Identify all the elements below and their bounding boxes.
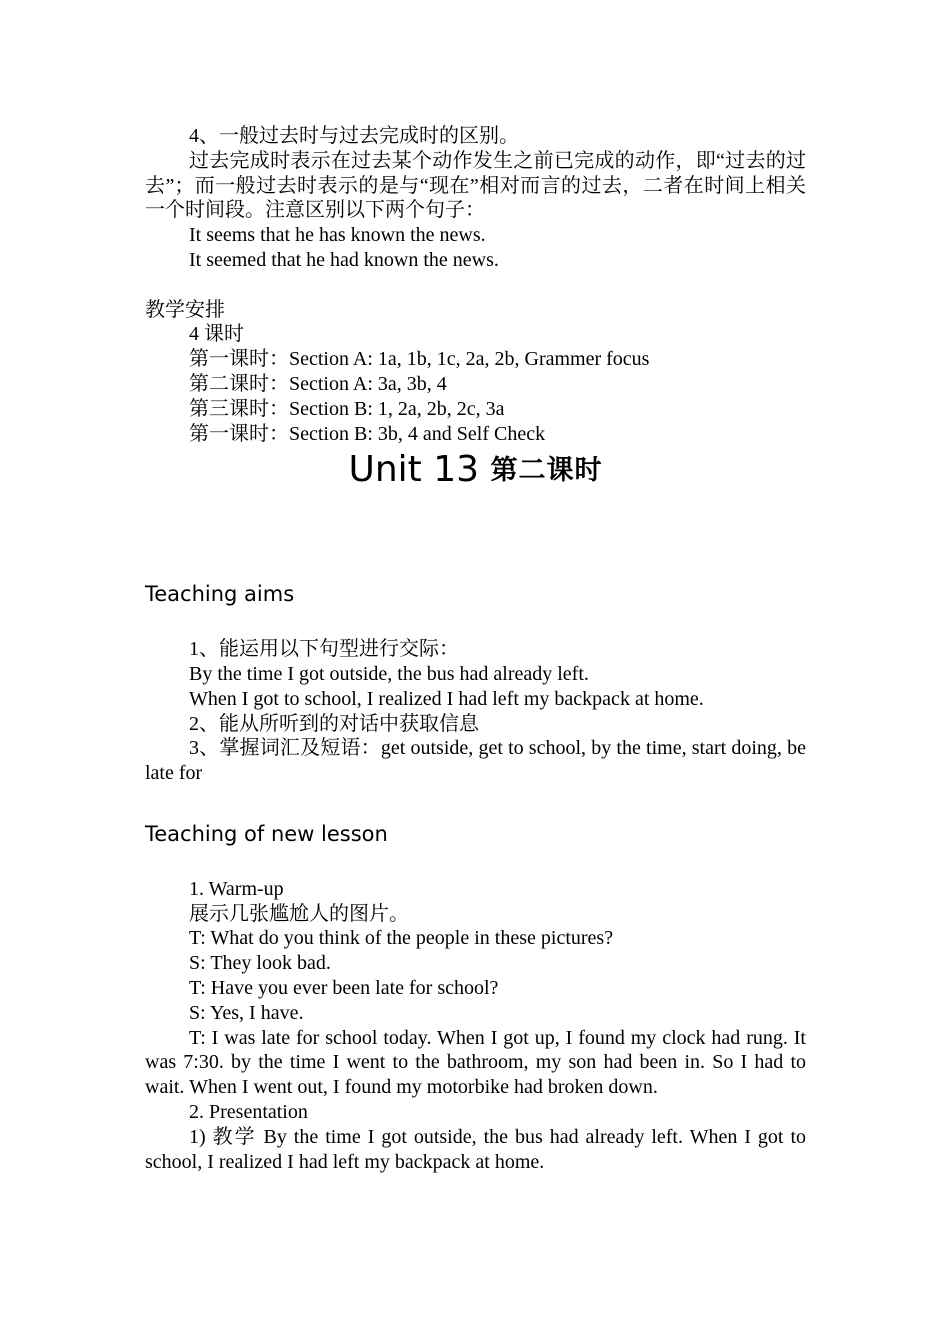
- schedule-lesson-1: 第一课时：Section A: 1a, 1b, 1c, 2a, 2b, Grammer focus: [189, 348, 650, 371]
- lesson-line-6: S: Yes, I have.: [189, 1001, 304, 1024]
- spacer: [145, 493, 806, 582]
- schedule-lesson-4: 第一课时：Section B: 3b, 4 and Self Check: [189, 422, 546, 445]
- lesson-line-1: 1. Warm-up: [189, 877, 284, 900]
- teaching-aims-heading: Teaching aims: [145, 582, 295, 607]
- spacer: [145, 607, 806, 637]
- spacer: [145, 847, 806, 877]
- document-page: [145, 124, 806, 1174]
- unit-title: [145, 448, 806, 493]
- schedule-total: 4 课时: [189, 323, 244, 346]
- spacer: [145, 273, 806, 298]
- item4-body: 过去完成时表示在过去某个动作发生之前已完成的动作，即“过去的过去”；而一般过去时表示的是与“现在”相对而言的过去，二者在时间上相关一个时间段。注意区别以下两个句子：: [145, 149, 806, 222]
- lesson-line-8: 2. Presentation: [189, 1100, 308, 1123]
- aims-line-5: 3、掌握词汇及短语：get outside, get to school, by the time, start doing, be late for: [145, 737, 806, 785]
- example-sentence-2: It seemed that he had known the news.: [189, 248, 499, 271]
- new-lesson-heading: Teaching of new lesson: [145, 821, 388, 846]
- unit-title-lesson: 第二课时: [490, 455, 603, 487]
- item4-title: 4、一般过去时与过去完成时的区别。: [189, 125, 519, 147]
- lesson-line-7: T: I was late for school today. When I got up, I found my clock had rung. It was 7:30. by the time I went to the bathroom, my son had been in. So I had to wait. When I went out, I found my motorbike had broken down.: [145, 1026, 806, 1099]
- lesson-line-2: 展示几张尴尬人的图片。: [189, 902, 409, 925]
- lesson-line-5: T: Have you ever been late for school?: [189, 976, 499, 999]
- schedule-lesson-3: 第三课时：Section B: 1, 2a, 2b, 2c, 3a: [189, 397, 505, 420]
- example-sentence-1: It seems that he has known the news.: [189, 224, 486, 247]
- aims-line-1: 1、能运用以下句型进行交际：: [189, 638, 459, 661]
- schedule-lesson-2: 第二课时：Section A: 3a, 3b, 4: [189, 372, 447, 395]
- lesson-line-9: 1) 教学 By the time I got outside, the bus had already left. When I got to school, I realized I had left my backpack at home.: [145, 1125, 806, 1173]
- unit-title-unit: Unit 13: [348, 449, 480, 491]
- spacer: [145, 786, 806, 822]
- lesson-line-3: T: What do you think of the people in these pictures?: [189, 927, 614, 950]
- lesson-line-4: S: They look bad.: [189, 952, 331, 975]
- schedule-heading: 教学安排: [145, 298, 225, 321]
- aims-line-4: 2、能从所听到的对话中获取信息: [189, 712, 479, 735]
- aims-line-3: When I got to school, I realized I had left my backpack at home.: [189, 687, 704, 710]
- aims-line-2: By the time I got outside, the bus had already left.: [189, 662, 589, 685]
